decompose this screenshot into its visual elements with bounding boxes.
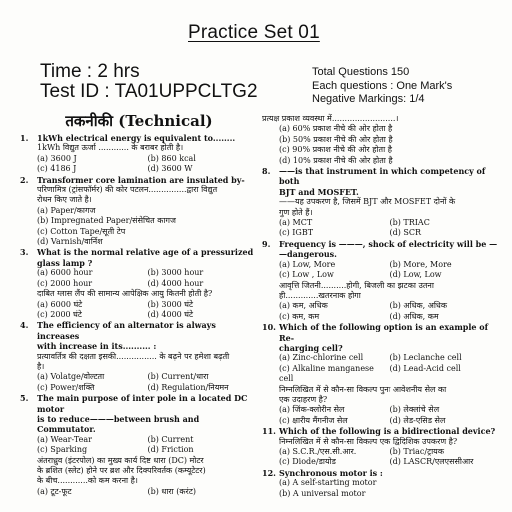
option: (c) Diode/डायोड	[279, 457, 336, 467]
question-text: परिणामित्र (ट्रांसफॉर्मर) की कोर पटलन...............द्वारा विद्युत	[37, 185, 218, 195]
question-9: 9. Frequency is ———, shock of electricity will be —	[262, 238, 498, 249]
question-text-hindi: ——यह उपकरण है, जिसमें BJT और MOSFET दोनों के	[279, 197, 456, 207]
option: (d) Low, Low	[389, 270, 442, 280]
options	[262, 218, 500, 239]
question-text-hindi: प्रत्यावर्तित्र की दक्षता इसकी................ के बढ़ने पर हमेशा बढ़ती	[37, 351, 230, 361]
option: (b) Current/धारा	[147, 372, 209, 382]
option: (b) लेक्लांचे सेल	[389, 405, 440, 415]
right-column	[262, 114, 500, 499]
option: (a) जिंक-क्लोरीन सेल	[279, 405, 345, 415]
option: (d) 10% प्रकाश नीचे की ओर होता है	[279, 155, 393, 165]
option: (b) TRIAC	[389, 218, 430, 228]
question-text-hindi: ही.............खतरनाक होगा	[279, 290, 361, 300]
marks-per-question: Each questions : One Mark's	[312, 79, 453, 92]
option: (d) लेड-एसिड सेल	[389, 415, 446, 425]
question-text-hindi: है।	[37, 361, 45, 371]
page-title: Practice Set 01	[188, 22, 320, 43]
question-2: 2. Transformer core lamination are insulated by-	[20, 174, 245, 185]
option: (b) अधिक, अधिक	[389, 301, 447, 311]
negative-marking: Negative Markings: 1/4	[312, 93, 425, 105]
question-text-hindi: एक उदाहरण है?	[279, 394, 328, 404]
question-10: 10. Which of the following option is an example of Re-	[262, 322, 489, 343]
option: (a) Paper/कागज	[37, 205, 96, 215]
option: (b) 860 kcal	[147, 153, 196, 163]
question-12: 12. Synchronous motor is :	[262, 467, 383, 478]
option: (a) टूट-फूट	[37, 486, 72, 496]
options-hindi	[262, 301, 500, 322]
option: (d) 3600 W	[147, 164, 193, 174]
option: (c) Power/शक्ति	[37, 382, 95, 392]
option: (b) Impregnated Paper/संसेचित कागज	[37, 216, 176, 226]
options-hindi	[20, 487, 258, 497]
question-text-hindi: निम्नलिखित में से कौन-सा विकल्प पुनः आवेशनीय सेल का	[279, 384, 447, 394]
option: (c) Cotton Tape/सूती टेप	[37, 226, 126, 236]
question-text: charging cell?	[279, 342, 343, 353]
test-id-label: Test ID : TA01UPPCLTG2	[40, 81, 258, 102]
option: (a) 6000 घंटे	[37, 299, 83, 309]
option: (b) धारा (करंट)	[147, 486, 196, 496]
option: (c) Alkaline manganese cell	[279, 363, 374, 384]
question-text: 1kWh विद्युत ऊर्जा ............ के बराबर होती है।	[37, 143, 184, 153]
option: (b) Current	[147, 434, 194, 444]
option: (a) A self-starting motor	[279, 478, 377, 488]
option: (b) Triac/ट्रायक	[389, 447, 444, 456]
option: (a) Wear-Tear	[37, 434, 92, 444]
options	[20, 372, 258, 393]
option: (d) Lead-Acid cell	[389, 363, 461, 373]
left-column	[20, 112, 258, 497]
option: (a) 6000 hour	[37, 268, 93, 278]
option: (d) LASCR/एलएससीआर	[389, 457, 474, 467]
question-text: glass lamp ?	[37, 257, 93, 268]
option: (d) 4000 hour	[147, 278, 204, 288]
option: (c) Low , Low	[279, 270, 334, 280]
options	[20, 435, 258, 456]
question-text-hindi: अंतराध्रुव (इंटरपोल) का मुख्य कार्य दिष्ट धारा (DC) मोटर	[37, 455, 204, 465]
question-text-hindi: आवृत्ति जितनी..........होगी, बिजली का झटका उतना	[279, 280, 434, 290]
option: (a) S.C.R./एस.सी.आर.	[279, 447, 357, 456]
option: (c) 2000 hour	[37, 278, 93, 288]
option: (d) 4000 घंटे	[147, 309, 194, 319]
option: (c) 90% प्रकाश नीचे की ओर होता है	[279, 145, 392, 155]
option: (b) 3000 घंटे	[147, 299, 194, 309]
option: (c) 2000 घंटे	[37, 309, 82, 319]
options	[20, 154, 258, 175]
options	[262, 353, 500, 384]
question-text: with increase in its.......... :	[37, 341, 157, 352]
option: (a) Low, More	[279, 259, 336, 269]
option: (a) Zinc-chlorine cell	[279, 353, 364, 363]
option: (d) SCR	[389, 228, 422, 238]
options	[20, 268, 258, 289]
option: (b) A universal motor	[279, 488, 366, 498]
option: (a) 3600 J	[37, 153, 77, 163]
option: (b) More, More	[389, 259, 452, 269]
question-3: 3. What is the normal relative age of a pressurized	[20, 247, 254, 258]
question-text-hindi: गुण होते हैं।	[279, 207, 313, 217]
option: (c) कम, कम	[279, 311, 320, 321]
question-text-hindi: निम्नलिखित में से कौन-सा विकल्प एक द्विदिशिक उपकरण है?	[279, 436, 458, 446]
question-text-hindi: के ब्रशित (स्लेट) होने पर ब्रश और दिक्परिवर्तक (कम्यूटेटर)	[37, 466, 206, 475]
option: (b) 50% प्रकाश नीचे की ओर होता है	[279, 134, 393, 144]
section-title: तकनीकी (Technical)	[65, 112, 213, 130]
question-11: 11. Which of the following is a bidirectional device?	[262, 426, 496, 437]
question-text-hindi: दाबित ग्लास लैंप की सामान्य आपेक्षिक आयु कितनी होती है?	[37, 289, 213, 299]
option: (d) अधिक, कम	[389, 311, 439, 321]
question-5: 5. The main purpose of inter pole in a located DC motor	[20, 393, 248, 414]
option: (a) MCT	[279, 218, 313, 228]
option: (c) IGBT	[279, 228, 314, 238]
question-1: 1. 1kWh electrical energy is equivalent to........	[20, 133, 236, 143]
options-hindi	[262, 405, 500, 426]
option: (d) Varnish/वार्निश	[37, 237, 103, 247]
question-text: रोधन किए जाते है।	[37, 195, 92, 205]
time-label: Time : 2 hrs	[40, 61, 140, 82]
option: (d) Regulation/नियमन	[147, 382, 229, 392]
option: (c) Sparking	[37, 445, 88, 455]
option: (c) क्षारीय मैंगनीज सेल	[279, 415, 348, 425]
options	[262, 260, 500, 281]
question-text: is to reduce———between brush and Commutator.	[37, 413, 200, 435]
question-4: 4. The efficiency of an alternator is always increases	[20, 320, 216, 341]
option: (a) कम, अधिक	[279, 301, 328, 311]
question-text-hindi: प्रत्यक्ष प्रकाश व्यवस्था में.........................।	[262, 114, 399, 123]
option: (b) 3000 hour	[147, 268, 204, 278]
total-questions: Total Questions 150	[312, 66, 410, 78]
option: (a) 60% प्रकाश नीचे की ओर होता है	[279, 124, 393, 134]
question-text: BJT and MOSFET.	[279, 186, 359, 197]
question-8: 8. ——is that instrument in which competency of both	[262, 166, 486, 187]
question-text: —dangerous.	[279, 249, 337, 260]
option: (d) Friction	[147, 445, 194, 455]
options-hindi	[20, 300, 258, 321]
question-text-hindi: के बीच............को कम करना है।	[37, 476, 138, 486]
option: (b) Leclanche cell	[389, 353, 462, 363]
exam-meta	[312, 66, 452, 107]
option: (a) Volatge/वोल्टता	[37, 372, 105, 382]
options	[262, 447, 500, 468]
option: (c) 4186 J	[37, 164, 77, 174]
